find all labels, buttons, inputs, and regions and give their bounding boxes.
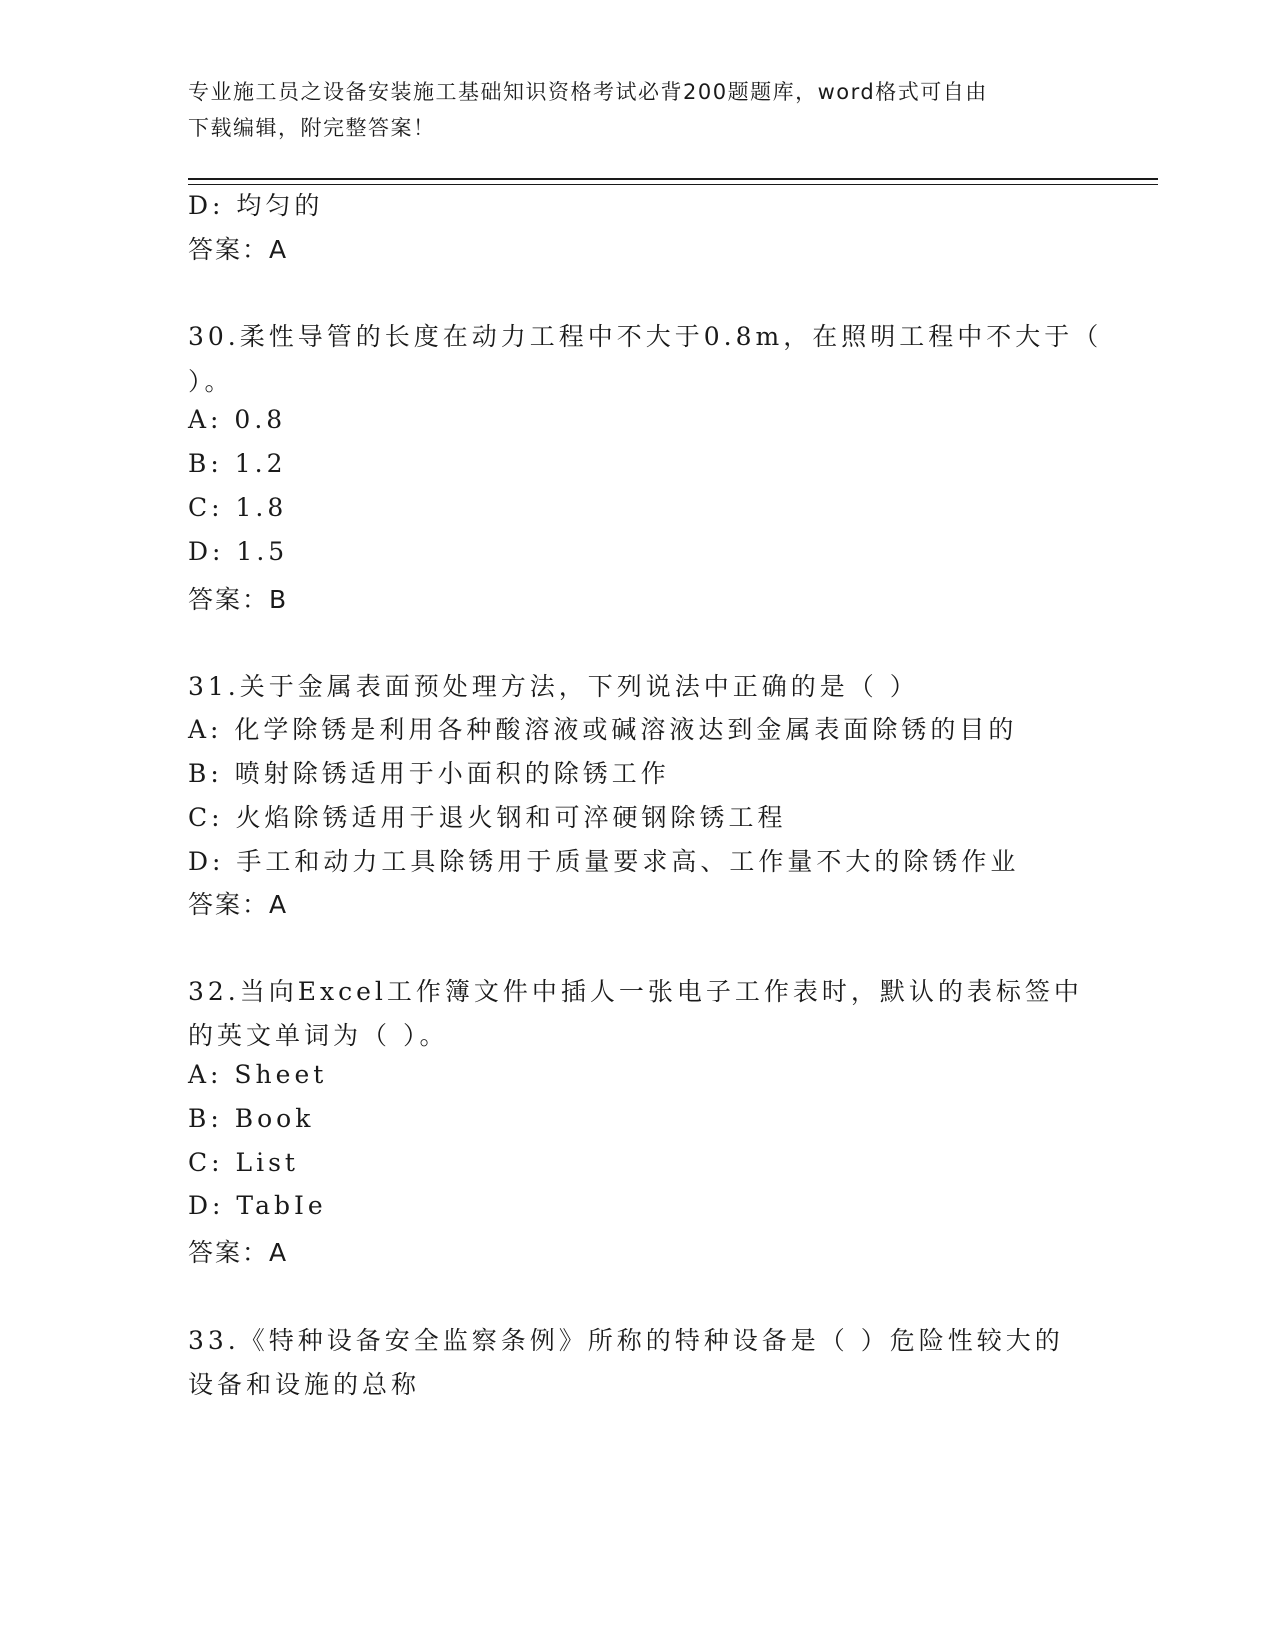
q32-stem-line-1: 32.当向Excel工作簿文件中插人一张电子工作表时，默认的表标签中 xyxy=(188,977,1083,1006)
q32-option-d: D: TabIe xyxy=(188,1191,327,1220)
q30-stem-line-1: 30.柔性导管的长度在动力工程中不大于0.8m，在照明工程中不大于（ xyxy=(188,322,1103,351)
document-header xyxy=(188,74,1088,146)
header-rule-thin xyxy=(188,184,1158,185)
q31-option-b: B: 喷射除锈适用于小面积的除锈工作 xyxy=(188,759,670,788)
q33-stem-line-1: 33.《特种设备安全监察条例》所称的特种设备是（ ）危险性较大的 xyxy=(188,1326,1064,1355)
q30-option-a: A: 0.8 xyxy=(188,405,287,434)
q31-answer: 答案：A xyxy=(188,890,289,919)
q29-option-d: D: 均匀的 xyxy=(188,191,324,220)
q32-option-b: B: Book xyxy=(188,1104,315,1133)
header-title-line-1: 专业施工员之设备安装施工基础知识资格考试必背200题题库，word格式可自由 xyxy=(188,80,988,104)
q32-stem-line-2: 的英文单词为（ ）。 xyxy=(188,1021,449,1050)
q33-stem-line-2: 设备和设施的总称 xyxy=(188,1370,421,1399)
header-title-line-2: 下载编辑，附完整答案！ xyxy=(188,116,436,140)
q32-option-c: C: List xyxy=(188,1148,299,1177)
q32-option-a: A: Sheet xyxy=(188,1060,328,1089)
q32-answer: 答案：A xyxy=(188,1238,289,1267)
q31-option-a: A: 化学除锈是利用各种酸溶液或碱溶液达到金属表面除锈的目的 xyxy=(188,715,1018,744)
q30-stem-line-2: ）。 xyxy=(188,367,234,396)
q30-option-b: B: 1.2 xyxy=(188,449,287,478)
q30-option-d: D: 1.5 xyxy=(188,537,289,566)
q30-option-c: C: 1.8 xyxy=(188,493,288,522)
q31-stem-line-1: 31.关于金属表面预处理方法，下列说法中正确的是（ ） xyxy=(188,672,919,701)
header-rule-thick xyxy=(188,178,1158,180)
q31-option-c: C: 火焰除锈适用于退火钢和可淬硬钢除锈工程 xyxy=(188,803,787,832)
q29-answer: 答案：A xyxy=(188,235,289,264)
q30-answer: 答案：B xyxy=(188,585,289,614)
q31-option-d: D: 手工和动力工具除锈用于质量要求高、工作量不大的除锈作业 xyxy=(188,847,1020,876)
